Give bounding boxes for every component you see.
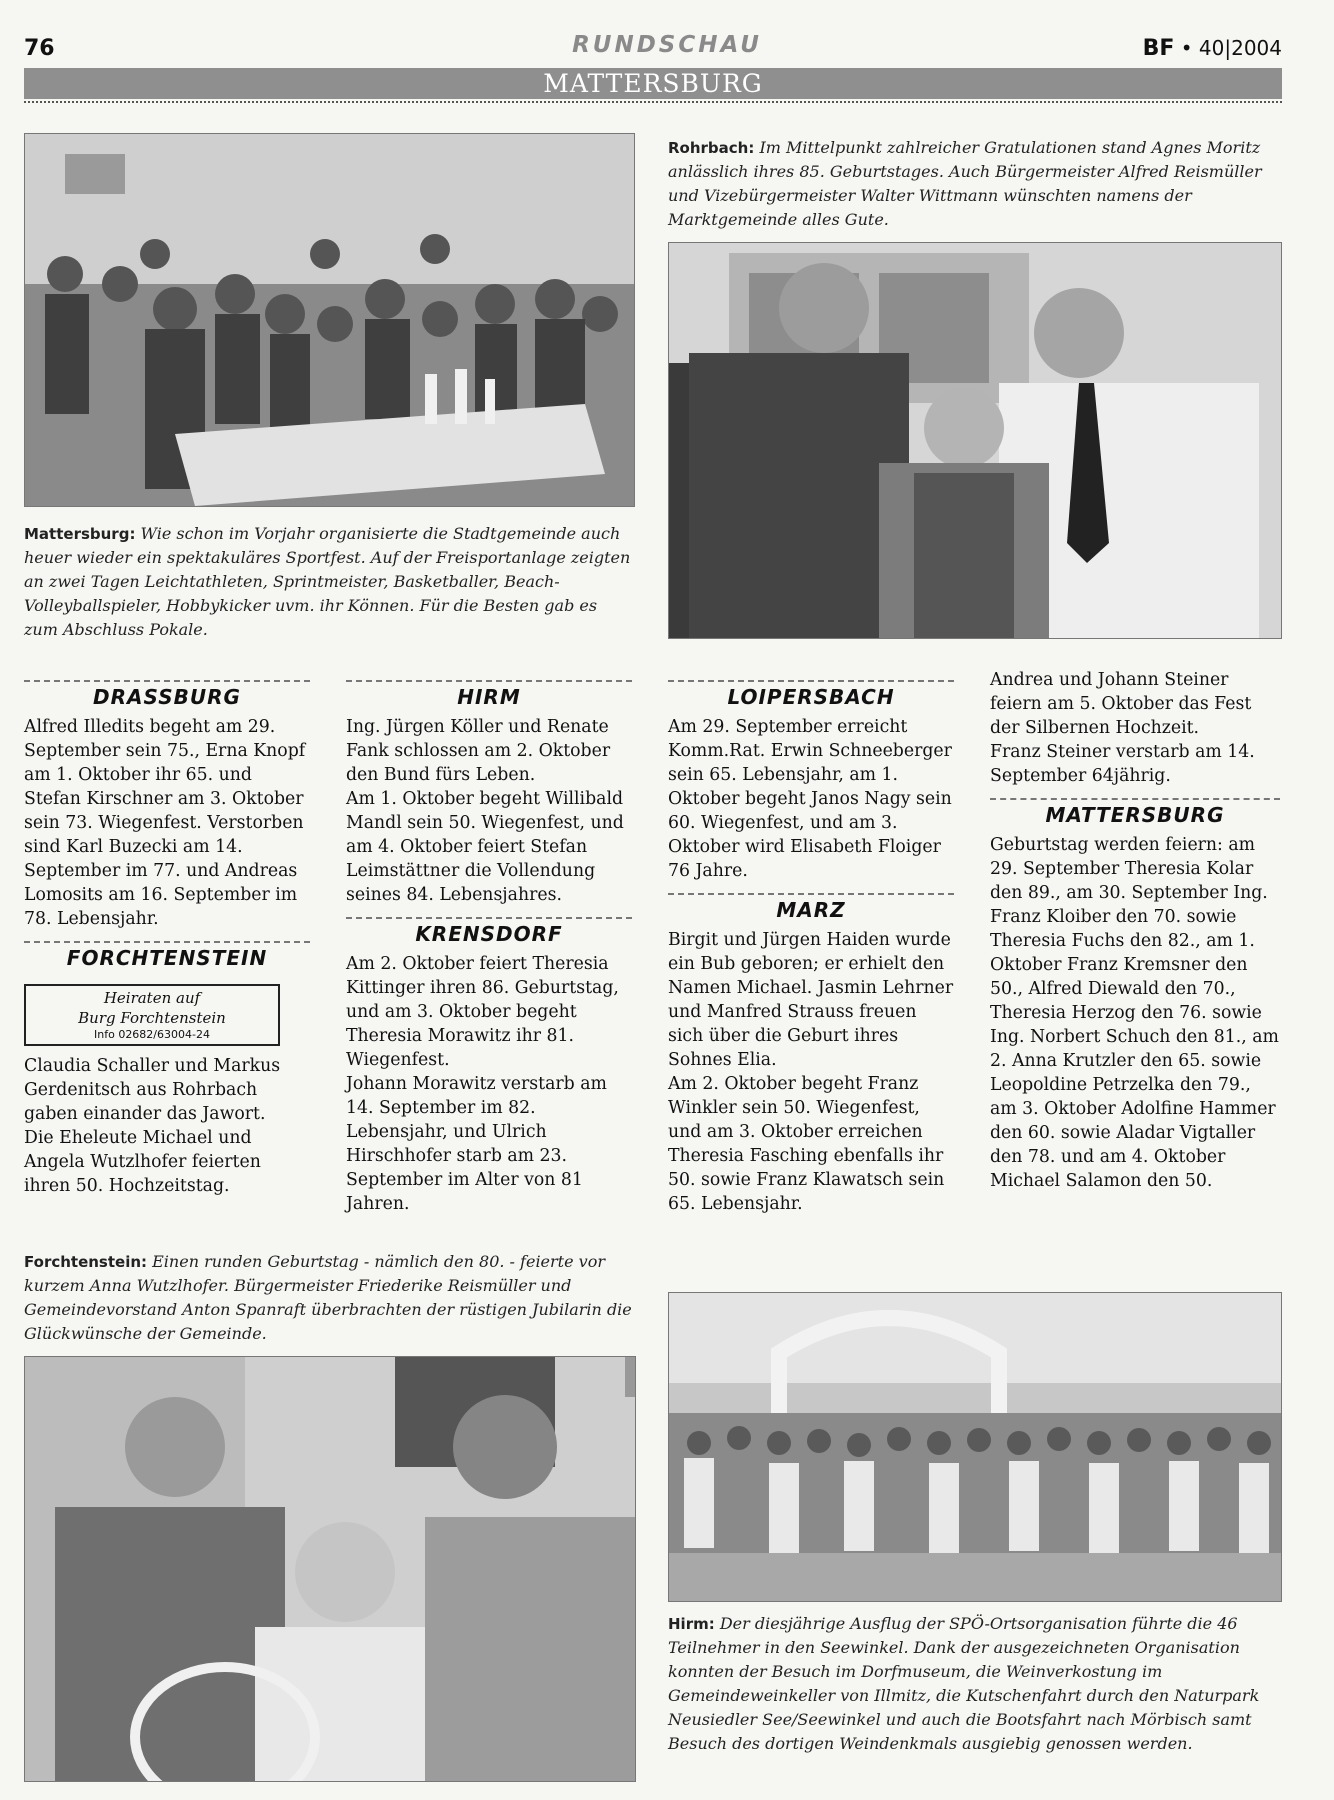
caption-place: Hirm: — [668, 1615, 715, 1633]
photo-sportfest — [24, 133, 635, 507]
text-marz-2: Am 2. Oktober begeht Franz Winkler sein 50. Wiegenfest, und am 3. Oktober erreichen Theresia Fasching ebenfalls ihr 50. sowie Franz Klawatsch sein 65. Lebensjahr. — [668, 1074, 945, 1214]
caption-text: Der diesjährige Ausflug der SPÖ-Ortsorganisation führte die 46 Teilnehmer in den Seewinkel. Dank der ausgezeichneten Organisation konnten der Besuch im Dorfmuseum, die Weinverkostung im Gemeindeweinkeller von Illmitz, die Kutschenfahrt durch den Naturpark Neusiedler See/Seewinkel und auch die Bootsfahrt nach Mörbisch samt Besuch des dortigen Weindenkmals ausgiebig genossen werden. — [668, 1614, 1260, 1753]
heading-mattersburg: MATTERSBURG — [990, 798, 1280, 833]
photo-hirm-image — [669, 1293, 1281, 1601]
text-hirm-2: Am 1. Oktober begeht Willibald Mandl sein 50. Wiegenfest, und am 4. Oktober feiert Stefan Leimstättner die Vollendung seines 84. Lebensjahres. — [346, 789, 624, 905]
text-drassburg: Alfred Illedits begeht am 29. September sein 75., Erna Knopf am 1. Oktober ihr 65. und Stefan Kirschner am 3. Oktober sein 73. Wiegenfest. Verstorben sind Karl Buzecki am 14. September im 77. und Andreas Lomosits am 16. September im 78. Lebensjahr. — [24, 717, 306, 929]
issue-label — [1143, 36, 1282, 61]
text-forchtenstein-2: Die Eheleute Michael und Angela Wutzlhofer feierten ihren 50. Hochzeitstag. — [24, 1128, 261, 1196]
caption-text: Wie schon im Vorjahr organisierte die Stadtgemeinde auch heuer wieder ein spektakuläres Sportfest. Auf der Freisportanlage zeigten an zwei Tagen Leichtathleten, Sprintmeister, Basketballer, Beach-Volleyballspieler, Hobbykicker uvm. ihr Können. Für die Besten gab es zum Abschluss Pokale. — [24, 524, 631, 639]
heading-loipersbach: LOIPERSBACH — [668, 680, 954, 715]
caption-text: Einen runden Geburtstag - nämlich den 80. - feierte vor kurzem Anna Wutzlhofer. Bürgermeister Friederike Reismüller und Gemeindevorstand Anton Spanraft überbrachten der rüstigen Jubilarin die Glückwünsche der Gemeinde. — [24, 1252, 632, 1343]
ad-heiraten-burg-forchtenstein — [24, 984, 280, 1046]
section-title: RUNDSCHAU — [572, 32, 762, 58]
ad-line-2: Burg Forchtenstein — [78, 1009, 226, 1027]
caption-forchtenstein — [24, 1250, 636, 1346]
heading-hirm: HIRM — [346, 680, 632, 715]
heading-drassburg: DRASSBURG — [24, 680, 310, 715]
page-number: 76 — [24, 36, 55, 61]
column-4 — [990, 668, 1280, 1193]
photo-sportfest-image — [25, 134, 634, 506]
photo-forchtenstein — [24, 1356, 636, 1782]
column-2 — [346, 680, 632, 1216]
heading-marz: MARZ — [668, 893, 954, 928]
text-krensdorf-1: Am 2. Oktober feiert Theresia Kittinger ihren 86. Geburtstag, und am 3. Oktober begeht Theresia Morawitz ihr 81. Wiegenfest. — [346, 954, 619, 1070]
text-col4-1: Andrea und Johann Steiner feiern am 5. Oktober das Fest der Silbernen Hochzeit. — [990, 670, 1252, 738]
text-loipersbach: Am 29. September erreicht Komm.Rat. Erwin Schneeberger sein 65. Lebensjahr, am 1. Oktober begeht Janos Nagy sein 60. Wiegenfest, und am 3. Oktober wird Elisabeth Floiger 76 Jahre. — [668, 717, 952, 881]
header-divider — [24, 101, 1282, 103]
photo-forchtenstein-image — [25, 1357, 635, 1781]
caption-place: Mattersburg: — [24, 525, 136, 543]
caption-mattersburg — [24, 522, 633, 642]
caption-text: Im Mittelpunkt zahlreicher Gratulationen stand Agnes Moritz anlässlich ihres 85. Geburtstages. Auch Bürgermeister Alfred Reismüller und Vizebürgermeister Walter Wittmann wünschten namens der Marktgemeinde alles Gute. — [668, 138, 1262, 229]
ad-line-1: Heiraten auf — [103, 989, 201, 1007]
photo-rohrbach-image — [669, 243, 1281, 638]
caption-hirm — [668, 1612, 1280, 1756]
heading-krensdorf: KRENSDORF — [346, 917, 632, 952]
heading-forchtenstein: FORCHTENSTEIN — [24, 941, 310, 976]
photo-hirm — [668, 1292, 1282, 1602]
region-banner: MATTERSBURG — [24, 68, 1282, 99]
ad-line-3: Info 02682/63004-24 — [94, 1028, 210, 1041]
text-marz-1: Birgit und Jürgen Haiden wurde ein Bub geboren; er erhielt den Namen Michael. Jasmin Lehrner und Manfred Strauss freuen sich über die Geburt ihres Sohnes Elia. — [668, 930, 954, 1070]
issue-separator: • — [1180, 36, 1193, 60]
text-hirm-1: Ing. Jürgen Köller und Renate Fank schlossen am 2. Oktober den Bund fürs Leben. — [346, 717, 611, 785]
caption-place: Rohrbach: — [668, 139, 755, 157]
issue-brand: BF — [1142, 36, 1175, 61]
issue-number: 40|2004 — [1198, 36, 1282, 60]
column-1 — [24, 680, 310, 1198]
caption-place: Forchtenstein: — [24, 1253, 148, 1271]
text-col4-2: Franz Steiner verstarb am 14. September 64jährig. — [990, 742, 1255, 786]
text-mattersburg: Geburtstag werden feiern: am 29. September Theresia Kolar den 89., am 30. September Ing. Franz Kloiber den 70. sowie Theresia Fuchs den 82., am 1. Oktober Franz Kremsner den 50., Alfred Diewald den 70., Theresia Herzog den 76. sowie Ing. Norbert Schuch den 81., am 2. Anna Krutzler den 65. sowie Leopoldine Petrzelka den 79., am 3. Oktober Adolfine Hammer den 60. sowie Aladar Vigtaller den 78. und am 4. Oktober Michael Salamon den 50. — [990, 835, 1279, 1191]
caption-rohrbach — [668, 136, 1280, 232]
text-krensdorf-2: Johann Morawitz verstarb am 14. September im 82. Lebensjahr, und Ulrich Hirschhofer starb am 23. September im Alter von 81 Jahren. — [346, 1074, 607, 1214]
photo-rohrbach — [668, 242, 1282, 639]
column-3 — [668, 680, 954, 1216]
text-forchtenstein-1: Claudia Schaller und Markus Gerdenitsch aus Rohrbach gaben einander das Jawort. — [24, 1056, 281, 1124]
